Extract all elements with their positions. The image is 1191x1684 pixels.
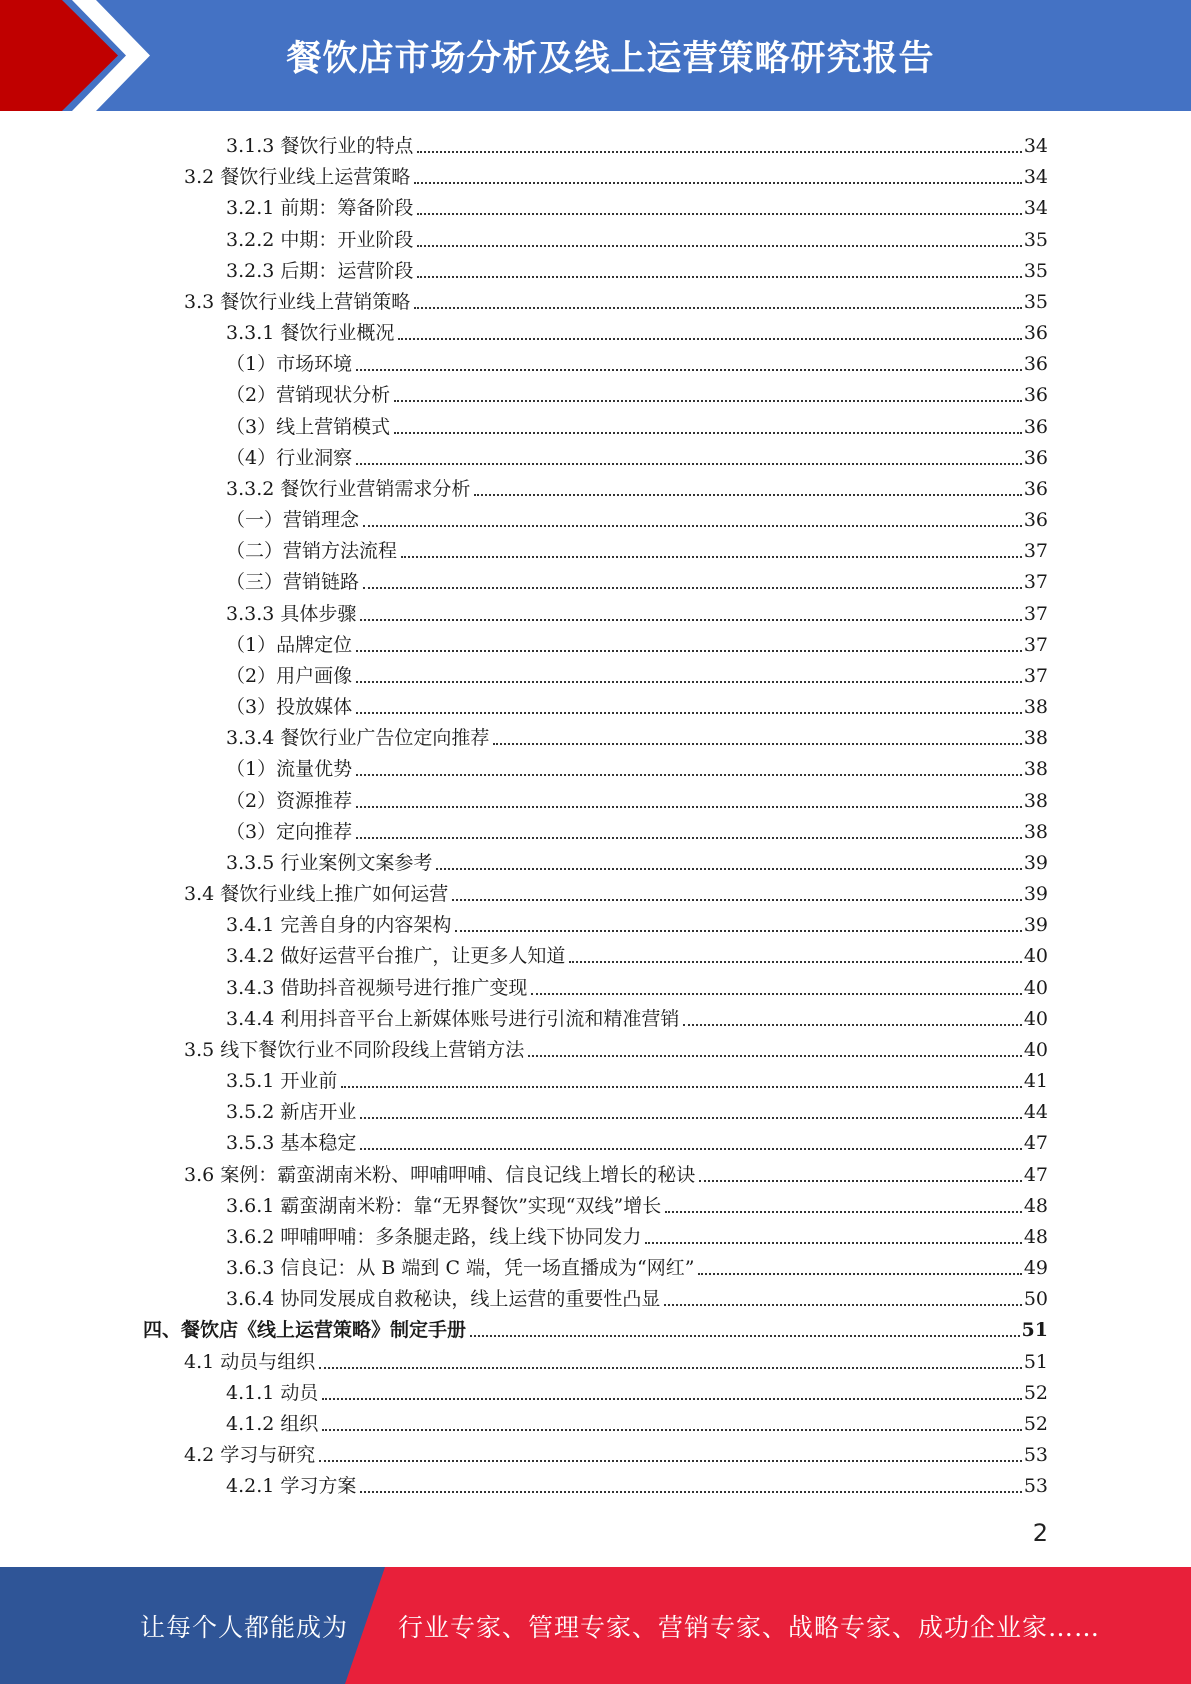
toc-entry[interactable] xyxy=(226,688,1048,719)
toc-entry-page: 38 xyxy=(1023,727,1048,750)
toc-entry-page: 40 xyxy=(1023,976,1048,999)
toc-dot-leader xyxy=(531,993,1021,995)
toc-entry[interactable] xyxy=(226,844,1048,875)
toc-entry-page: 34 xyxy=(1023,135,1048,157)
toc-entry-page: 37 xyxy=(1023,540,1048,563)
toc-entry[interactable] xyxy=(226,408,1048,439)
toc-entry-title: （3）线上营销模式 xyxy=(226,415,391,438)
toc-dot-leader xyxy=(493,743,1021,745)
toc-entry-page: 39 xyxy=(1023,851,1048,874)
toc-entry-page: 37 xyxy=(1023,571,1048,594)
toc-dot-leader xyxy=(665,1211,1022,1213)
toc-entry-title: （1）流量优势 xyxy=(226,758,353,781)
toc-entry[interactable] xyxy=(143,1311,1048,1342)
toc-entry-title: 3.5.1 开业前 xyxy=(226,1070,338,1093)
toc-dot-leader xyxy=(356,837,1022,839)
toc-entry-title: 3.4 餐饮行业线上推广如何运营 xyxy=(184,883,449,906)
toc-entry-title: 3.4.4 利用抖音平台上新媒体账号进行引流和精准营销 xyxy=(226,1007,680,1030)
toc-dot-leader xyxy=(322,1429,1021,1431)
toc-dot-leader xyxy=(417,213,1021,215)
toc-dot-leader xyxy=(683,1024,1021,1026)
toc-entry-title: 3.3.5 行业案例文案参考 xyxy=(226,851,433,874)
toc-entry-page: 35 xyxy=(1023,228,1048,251)
toc-dot-leader xyxy=(363,525,1022,527)
toc-dot-leader xyxy=(319,1460,1022,1462)
footer-slogan-left: 让每个人都能成为 xyxy=(140,1612,349,1642)
toc-entry-page: 36 xyxy=(1023,415,1048,438)
toc-entry-title: 3.5.3 基本稳定 xyxy=(226,1132,357,1155)
toc-entry-page: 53 xyxy=(1023,1444,1048,1467)
toc-entry[interactable] xyxy=(226,1405,1048,1436)
toc-entry-title: 4.1.1 动员 xyxy=(226,1381,319,1404)
toc-entry-page: 34 xyxy=(1023,197,1048,220)
toc-entry[interactable] xyxy=(226,937,1048,968)
toc-entry-page: 34 xyxy=(1023,166,1048,189)
toc-entry-title: （2）资源推荐 xyxy=(226,789,353,812)
toc-dot-leader xyxy=(645,1242,1021,1244)
toc-entry[interactable] xyxy=(226,221,1048,252)
toc-entry-page: 53 xyxy=(1023,1475,1048,1498)
toc-entry-page: 40 xyxy=(1023,945,1048,968)
toc-entry-title: 3.2 餐饮行业线上运营策略 xyxy=(184,166,411,189)
toc-dot-leader xyxy=(394,432,1022,434)
toc-dot-leader xyxy=(698,1273,1021,1275)
toc-entry-title: （3）投放媒体 xyxy=(226,696,353,719)
toc-entry-title: 3.2.2 中期：开业阶段 xyxy=(226,228,414,251)
page-header xyxy=(0,0,1191,111)
toc-dot-leader xyxy=(360,1148,1021,1150)
toc-entry[interactable] xyxy=(226,813,1048,844)
toc-entry[interactable] xyxy=(226,719,1048,750)
toc-dot-leader xyxy=(470,1335,1020,1337)
toc-entry-title: 3.6 案例：霸蛮湖南米粉、呷哺呷哺、信良记线上增长的秘诀 xyxy=(184,1163,696,1186)
toc-dot-leader xyxy=(417,245,1021,247)
toc-entry[interactable] xyxy=(184,158,1048,189)
toc-entry-page: 39 xyxy=(1023,914,1048,937)
toc-entry-title: 四、餐饮店《线上运营策略》制定手册 xyxy=(143,1319,467,1342)
toc-entry-title: 3.4.1 完善自身的内容架构 xyxy=(226,914,452,937)
toc-entry-page: 35 xyxy=(1023,290,1048,313)
toc-entry-page: 47 xyxy=(1023,1163,1048,1186)
toc-entry[interactable] xyxy=(226,1467,1048,1498)
toc-entry-title: 3.3.2 餐饮行业营销需求分析 xyxy=(226,477,471,500)
toc-dot-leader xyxy=(417,151,1021,153)
toc-entry-page: 41 xyxy=(1023,1070,1048,1093)
toc-entry-title: （三）营销链路 xyxy=(226,571,360,594)
toc-entry-title: 3.1.3 餐饮行业的特点 xyxy=(226,135,414,157)
toc-entry-title: 3.2.1 前期：筹备阶段 xyxy=(226,197,414,220)
document-title: 餐饮店市场分析及线上运营策略研究报告 xyxy=(286,38,935,79)
toc-dot-leader xyxy=(341,1086,1021,1088)
toc-entry[interactable] xyxy=(184,875,1048,906)
toc-dot-leader xyxy=(319,1367,1022,1369)
toc-dot-leader xyxy=(528,1055,1022,1057)
toc-entry-page: 38 xyxy=(1023,789,1048,812)
toc-entry-page: 38 xyxy=(1023,696,1048,719)
toc-entry[interactable] xyxy=(226,782,1048,813)
toc-entry[interactable] xyxy=(184,1343,1048,1374)
toc-entry-title: （1）品牌定位 xyxy=(226,633,353,656)
toc-entry[interactable] xyxy=(226,1062,1048,1093)
toc-entry-page: 37 xyxy=(1023,633,1048,656)
toc-entry-title: （一）营销理念 xyxy=(226,509,360,532)
toc-entry[interactable] xyxy=(226,563,1048,594)
toc-entry-page: 50 xyxy=(1023,1288,1048,1311)
toc-entry-title: （3）定向推荐 xyxy=(226,820,353,843)
toc-dot-leader xyxy=(360,1491,1021,1493)
toc-entry-title: 3.3.3 具体步骤 xyxy=(226,602,357,625)
toc-dot-leader xyxy=(356,774,1022,776)
toc-entry[interactable] xyxy=(226,532,1048,563)
toc-entry-title: 3.2.3 后期：运营阶段 xyxy=(226,259,414,282)
toc-entry-title: （4）行业洞察 xyxy=(226,446,353,469)
toc-entry[interactable] xyxy=(226,189,1048,220)
toc-entry[interactable] xyxy=(226,127,1048,158)
toc-dot-leader xyxy=(356,681,1022,683)
toc-entry-page: 51 xyxy=(1021,1319,1048,1342)
toc-entry[interactable] xyxy=(184,1436,1048,1467)
toc-entry[interactable] xyxy=(226,969,1048,1000)
toc-entry[interactable] xyxy=(226,1000,1048,1031)
toc-entry[interactable] xyxy=(184,1156,1048,1187)
toc-entry[interactable] xyxy=(226,501,1048,532)
toc-entry[interactable] xyxy=(226,1374,1048,1405)
toc-entry-page: 36 xyxy=(1023,353,1048,376)
toc-entry-page: 38 xyxy=(1023,758,1048,781)
toc-entry-page: 37 xyxy=(1023,664,1048,687)
toc-entry[interactable] xyxy=(226,1187,1048,1218)
toc-entry-page: 36 xyxy=(1023,477,1048,500)
toc-entry[interactable] xyxy=(226,906,1048,937)
toc-dot-leader xyxy=(394,400,1022,402)
page-number: 2 xyxy=(1032,1519,1048,1547)
toc-entry-page: 40 xyxy=(1023,1038,1048,1061)
toc-entry-title: 3.4.2 做好运营平台推广，让更多人知道 xyxy=(226,945,566,968)
toc-entry-page: 39 xyxy=(1023,883,1048,906)
toc-entry[interactable] xyxy=(226,1124,1048,1155)
header-arrow-decoration xyxy=(0,0,160,111)
toc-dot-leader xyxy=(356,712,1022,714)
toc-dot-leader xyxy=(322,1398,1021,1400)
toc-entry[interactable] xyxy=(226,1280,1048,1311)
toc-entry-page: 52 xyxy=(1023,1381,1048,1404)
toc-dot-leader xyxy=(414,307,1022,309)
toc-entry-page: 38 xyxy=(1023,820,1048,843)
toc-entry-page: 47 xyxy=(1023,1132,1048,1155)
toc-entry-title: 4.2.1 学习方案 xyxy=(226,1475,357,1498)
toc-dot-leader xyxy=(414,182,1022,184)
toc-entry-page: 48 xyxy=(1023,1194,1048,1217)
toc-entry-page: 44 xyxy=(1023,1101,1048,1124)
toc-entry-title: 3.3.4 餐饮行业广告位定向推荐 xyxy=(226,727,490,750)
toc-entry[interactable] xyxy=(184,283,1048,314)
toc-dot-leader xyxy=(699,1180,1022,1182)
toc-entry-title: 3.3 餐饮行业线上营销策略 xyxy=(184,290,411,313)
toc-entry[interactable] xyxy=(184,1031,1048,1062)
page-footer xyxy=(0,1567,1191,1684)
toc-entry-page: 36 xyxy=(1023,446,1048,469)
toc-entry[interactable] xyxy=(226,252,1048,283)
toc-entry-page: 49 xyxy=(1023,1257,1048,1280)
toc-entry-page: 40 xyxy=(1023,1007,1048,1030)
toc-entry-page: 36 xyxy=(1023,509,1048,532)
toc-entry[interactable] xyxy=(226,626,1048,657)
toc-dot-leader xyxy=(356,806,1022,808)
toc-entry[interactable] xyxy=(226,750,1048,781)
toc-entry-title: （2）营销现状分析 xyxy=(226,384,391,407)
toc-dot-leader xyxy=(356,369,1022,371)
toc-entry[interactable] xyxy=(226,439,1048,470)
toc-entry-page: 52 xyxy=(1023,1412,1048,1435)
toc-entry-title: 3.6.4 协同发展成自救秘诀，线上运营的重要性凸显 xyxy=(226,1288,661,1311)
toc-dot-leader xyxy=(417,276,1021,278)
toc-entry-page: 35 xyxy=(1023,259,1048,282)
toc-entry[interactable] xyxy=(226,314,1048,345)
toc-entry-page: 36 xyxy=(1023,322,1048,345)
toc-entry[interactable] xyxy=(226,376,1048,407)
toc-entry-title: （2）用户画像 xyxy=(226,664,353,687)
toc-dot-leader xyxy=(436,868,1021,870)
toc-entry-title: 3.5 线下餐饮行业不同阶段线上营销方法 xyxy=(184,1038,525,1061)
toc-entry[interactable] xyxy=(226,470,1048,501)
toc-entry-title: 3.3.1 餐饮行业概况 xyxy=(226,322,395,345)
toc-entry-title: （二）营销方法流程 xyxy=(226,540,398,563)
toc-dot-leader xyxy=(569,961,1021,963)
toc-entry-page: 36 xyxy=(1023,384,1048,407)
toc-dot-leader xyxy=(398,338,1021,340)
toc-entry[interactable] xyxy=(226,1218,1048,1249)
toc-entry-page: 51 xyxy=(1023,1350,1048,1373)
toc-dot-leader xyxy=(356,650,1022,652)
toc-dot-leader xyxy=(360,1117,1021,1119)
toc-entry[interactable] xyxy=(226,345,1048,376)
toc-dot-leader xyxy=(474,494,1021,496)
toc-entry-page: 37 xyxy=(1023,602,1048,625)
toc-entry-title: 3.6.2 呷哺呷哺：多条腿走路，线上线下协同发力 xyxy=(226,1225,642,1248)
toc-entry-title: 4.2 学习与研究 xyxy=(184,1444,316,1467)
toc-entry-title: 4.1 动员与组织 xyxy=(184,1350,316,1373)
toc-entry-title: 4.1.2 组织 xyxy=(226,1412,319,1435)
toc-entry[interactable] xyxy=(226,1093,1048,1124)
toc-dot-leader xyxy=(356,463,1022,465)
toc-dot-leader xyxy=(664,1304,1021,1306)
toc-dot-leader xyxy=(452,899,1022,901)
toc-entry-title: （1）市场环境 xyxy=(226,353,353,376)
toc-entry-title: 3.6.1 霸蛮湖南米粉：靠“无界餐饮”实现“双线”增长 xyxy=(226,1194,662,1217)
toc-entry[interactable] xyxy=(226,657,1048,688)
toc-entry-title: 3.5.2 新店开业 xyxy=(226,1101,357,1124)
toc-dot-leader xyxy=(455,930,1021,932)
toc-dot-leader xyxy=(401,556,1022,558)
toc-entry-title: 3.6.3 信良记：从 B 端到 C 端，凭一场直播成为“网红” xyxy=(226,1257,695,1280)
toc-dot-leader xyxy=(363,587,1022,589)
toc-entry[interactable] xyxy=(226,595,1048,626)
toc-dot-leader xyxy=(360,619,1021,621)
toc-entry[interactable] xyxy=(226,1249,1048,1280)
toc-entry-page: 48 xyxy=(1023,1225,1048,1248)
toc-entry-title: 3.4.3 借助抖音视频号进行推广变现 xyxy=(226,976,528,999)
footer-slogan-right: 行业专家、管理专家、营销专家、战略专家、成功企业家…… xyxy=(398,1612,1101,1642)
